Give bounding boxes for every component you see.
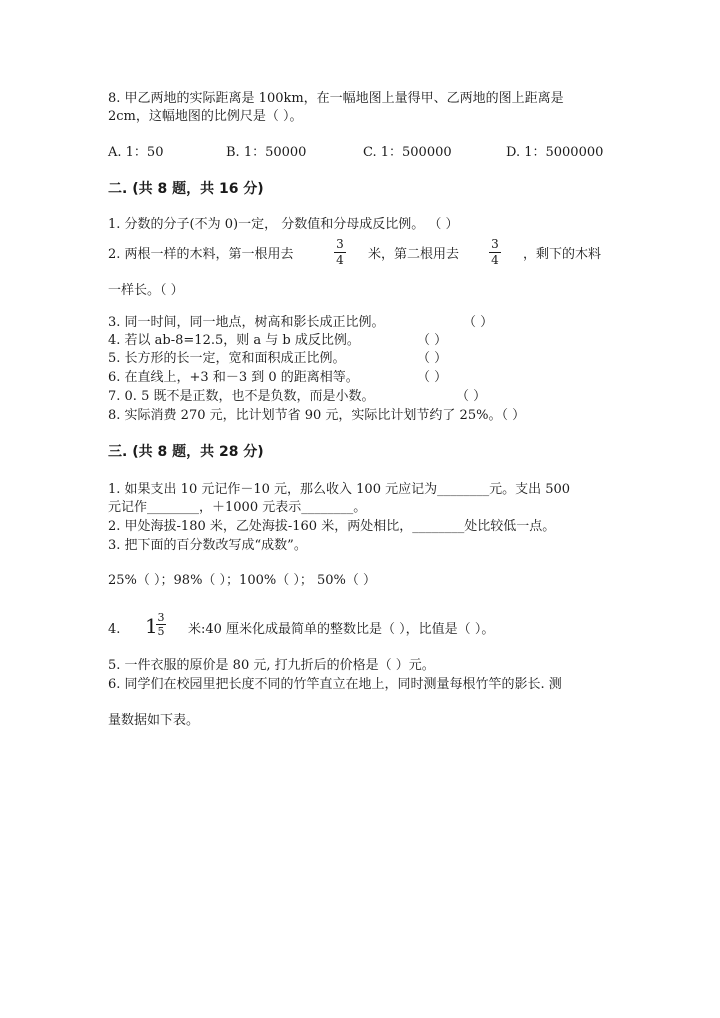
s2-q8: 8. 实际消费 270 元，比计划节省 90 元，实际比计划节约了 25%。（ ）	[108, 408, 526, 423]
s3-q4-text: 米:40 厘米化成最简单的整数比是（ ），比值是（ ）。	[188, 622, 495, 637]
fraction-denominator: 4	[336, 253, 344, 267]
option-d: D. 1：5000000	[506, 145, 604, 160]
s2-q1: 1. 分数的分子(不为 0)一定， 分数值和分母成反比例。 （ ）	[108, 217, 459, 232]
q8-line2: 2cm，这幅地图的比例尺是（ ）。	[108, 109, 303, 124]
s2-q2-part-c: ，剩下的木料	[523, 247, 602, 262]
s3-q1-line1: 1. 如果支出 10 元记作－10 元，那么收入 100 元应记为________元。支出 500	[108, 482, 571, 497]
section2-title: 二. (共 8 题，共 16 分)	[108, 181, 264, 197]
s2-q2-part-a: 2. 两根一样的木料，第一根用去	[108, 247, 294, 262]
s3-q2: 2. 甲处海拔-180 米，乙处海拔-160 米，两处相比，________处比较低一点。	[108, 519, 556, 534]
s3-q1-line2: 元记作________，＋1000 元表示________。	[108, 500, 367, 515]
s2-q6: 6. 在直线上，+3 和－3 到 0 的距离相等。	[108, 370, 359, 385]
s2-q3-paren: （ ）	[463, 315, 494, 330]
s3-q4-whole: 1	[145, 614, 158, 638]
fraction-numerator: 3	[491, 237, 499, 251]
s3-q5: 5. 一件衣服的原价是 80 元, 打九折后的价格是（ ）元。	[108, 658, 435, 673]
s3-q3-items: 25%（ ）；98%（ ）；100%（ ）； 50%（ ）	[108, 573, 377, 588]
s2-q2-line2: 一样长。（ ）	[108, 283, 184, 298]
s2-q5-paren: （ ）	[417, 351, 448, 366]
option-c: C. 1：500000	[363, 145, 452, 160]
s3-q4-number: 4.	[108, 622, 121, 637]
s2-q7-paren: （ ）	[456, 389, 487, 404]
s2-q2-fraction-1	[334, 238, 346, 267]
fraction-denominator: 5	[157, 625, 165, 638]
option-a: A. 1：50	[108, 145, 164, 160]
s2-q5: 5. 长方形的长一定，宽和面积成正比例。	[108, 351, 346, 366]
option-b: B. 1：50000	[226, 145, 307, 160]
s2-q7: 7. 0. 5 既不是正数，也不是负数，而是小数。	[108, 389, 375, 404]
s2-q2-part-b: 米，第二根用去	[368, 247, 460, 262]
s2-q3: 3. 同一时间，同一地点，树高和影长成正比例。	[108, 315, 385, 330]
section3-title: 三. (共 8 题，共 28 分)	[108, 444, 264, 460]
s3-q4-fraction	[156, 612, 166, 637]
s3-q3: 3. 把下面的百分数改写成“成数”。	[108, 538, 307, 553]
s3-q6-line2: 量数据如下表。	[108, 713, 200, 728]
fraction-denominator: 4	[491, 253, 499, 267]
s3-q6-line1: 6. 同学们在校园里把长度不同的竹竿直立在地上，同时测量每根竹竿的影长. 测	[108, 677, 562, 692]
fraction-numerator: 3	[336, 237, 344, 251]
s2-q6-paren: （ ）	[417, 370, 448, 385]
fraction-numerator: 3	[157, 611, 165, 624]
q8-line1: 8. 甲乙两地的实际距离是 100km，在一幅地图上量得甲、乙两地的图上距离是	[108, 91, 564, 106]
s2-q4: 4. 若以 ab-8=12.5，则 a 与 b 成反比例。	[108, 333, 360, 348]
s2-q4-paren: （ ）	[417, 333, 448, 348]
s2-q2-fraction-2	[489, 238, 501, 267]
